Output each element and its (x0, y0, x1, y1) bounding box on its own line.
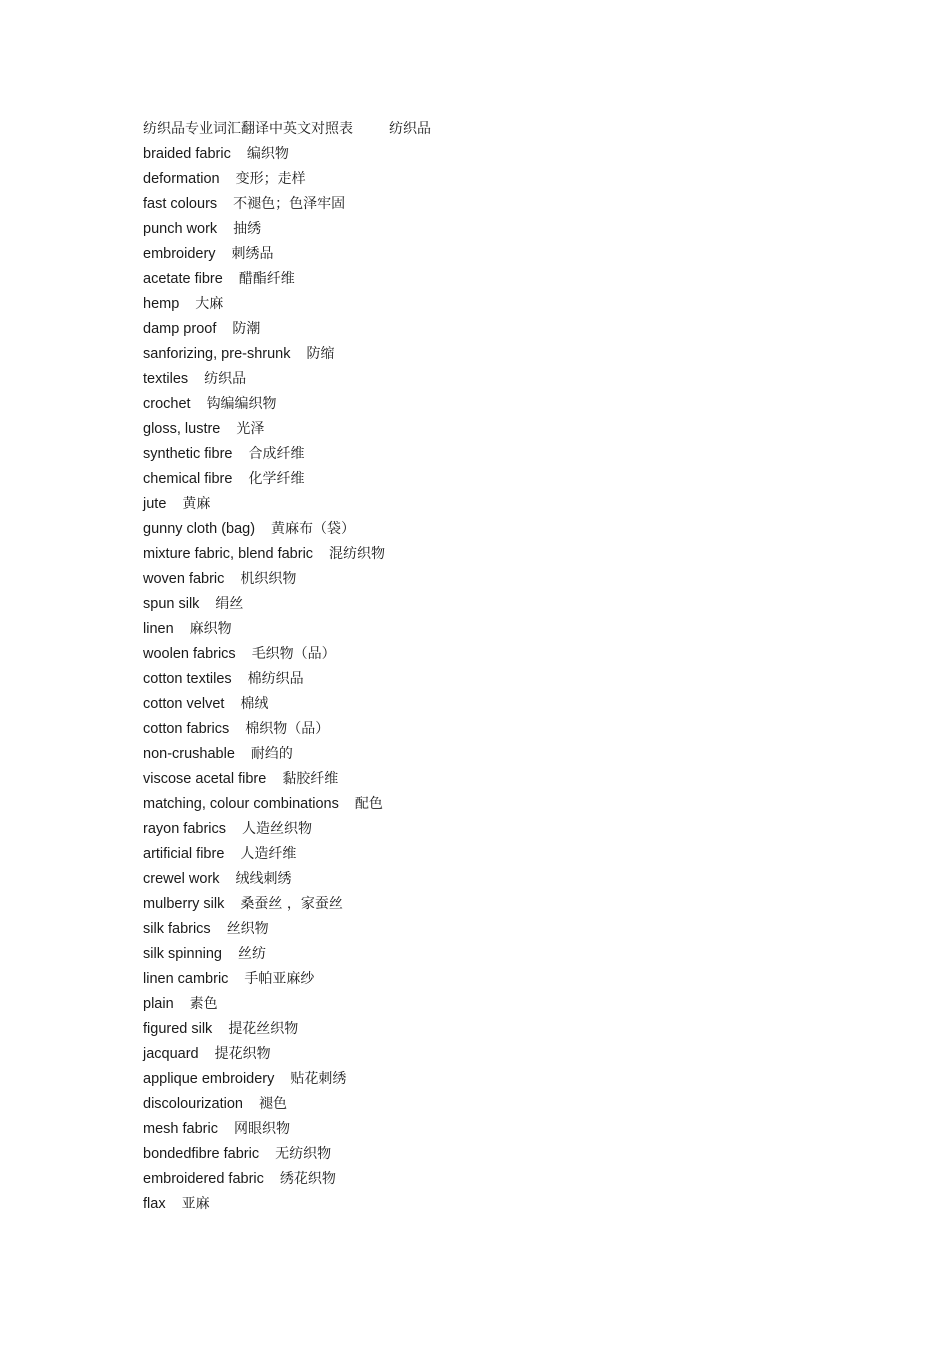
english-term: matching, colour combinations (143, 796, 339, 812)
chinese-term: 黄麻 (182, 496, 211, 512)
chinese-term: 棉纺织品 (247, 671, 304, 687)
chinese-term: 棉织物（品） (245, 721, 330, 737)
chinese-term: 人造纤维 (240, 846, 297, 862)
chinese-term: 抽绣 (233, 221, 262, 237)
chinese-term: 醋酯纤维 (238, 271, 295, 287)
chinese-term: 不褪色；色泽牢固 (233, 196, 346, 212)
glossary-entry (143, 917, 863, 942)
english-term: non-crushable (143, 746, 235, 762)
english-term: crochet (143, 396, 191, 412)
glossary-entry (143, 442, 863, 467)
glossary-entry (143, 1017, 863, 1042)
glossary-entry (143, 667, 863, 692)
english-term: fast colours (143, 196, 218, 212)
english-term: flax (143, 1196, 166, 1212)
chinese-term: 化学纤维 (248, 471, 305, 487)
english-term: punch work (143, 221, 218, 237)
glossary-entry (143, 242, 863, 267)
english-term: jute (143, 496, 167, 512)
glossary-entry (143, 1067, 863, 1092)
chinese-term: 合成纤维 (248, 446, 305, 462)
glossary-entry (143, 467, 863, 492)
glossary-entry (143, 217, 863, 242)
english-term: jacquard (143, 1046, 199, 1062)
chinese-term: 机织织物 (240, 571, 297, 587)
glossary-entry (143, 742, 863, 767)
chinese-term: 刺绣品 (231, 246, 274, 262)
chinese-term: 褪色 (258, 1096, 287, 1112)
glossary-entry (143, 1142, 863, 1167)
english-term: mixture fabric, blend fabric (143, 546, 314, 562)
chinese-term: 大麻 (195, 296, 224, 312)
chinese-term: 钩编编织物 (206, 396, 277, 412)
english-term: figured silk (143, 1021, 213, 1037)
glossary-entry (143, 842, 863, 867)
glossary-entry (143, 292, 863, 317)
english-term: bondedfibre fabric (143, 1146, 260, 1162)
english-term: rayon fabrics (143, 821, 227, 837)
glossary-entry (143, 392, 863, 417)
english-term: cotton velvet (143, 696, 225, 712)
english-term: gunny cloth (bag) (143, 521, 256, 537)
chinese-term: 毛织物（品） (251, 646, 336, 662)
chinese-term: 亚麻 (181, 1196, 210, 1212)
glossary-entry (143, 267, 863, 292)
chinese-term: 绢丝 (215, 596, 244, 612)
document-title (143, 117, 863, 142)
english-term: cotton fabrics (143, 721, 230, 737)
glossary-entry (143, 1042, 863, 1067)
glossary-entry (143, 617, 863, 642)
glossary-entry (143, 567, 863, 592)
glossary-entry (143, 792, 863, 817)
glossary-entry (143, 767, 863, 792)
english-term: discolourization (143, 1096, 243, 1112)
glossary-entry (143, 1192, 863, 1217)
english-term: mulberry silk (143, 896, 225, 912)
glossary-entry (143, 542, 863, 567)
english-term: braided fabric (143, 146, 231, 162)
glossary-entry (143, 692, 863, 717)
chinese-term: 提花织物 (214, 1046, 271, 1062)
english-term: embroidery (143, 246, 216, 262)
glossary-entry (143, 1092, 863, 1117)
glossary-entry (143, 192, 863, 217)
english-term: linen cambric (143, 971, 229, 987)
glossary-entry (143, 642, 863, 667)
glossary-entry (143, 517, 863, 542)
english-term: applique embroidery (143, 1071, 275, 1087)
title-suffix: 纺织品 (389, 121, 431, 137)
chinese-term: 光泽 (236, 421, 265, 437)
english-term: embroidered fabric (143, 1171, 264, 1187)
chinese-term: 绣花织物 (279, 1171, 336, 1187)
chinese-term: 黄麻布（袋） (271, 521, 356, 537)
chinese-term: 编织物 (246, 146, 289, 162)
chinese-term: 无纺织物 (275, 1146, 332, 1162)
english-term: damp proof (143, 321, 217, 337)
glossary-entry (143, 942, 863, 967)
english-term: gloss, lustre (143, 421, 221, 437)
glossary-content (143, 117, 863, 1217)
english-term: crewel work (143, 871, 220, 887)
english-term: artificial fibre (143, 846, 225, 862)
glossary-entry (143, 967, 863, 992)
chinese-term: 丝纺 (238, 946, 266, 962)
english-term: silk spinning (143, 946, 222, 962)
chinese-term: 变形；走样 (235, 171, 306, 187)
english-term: woolen fabrics (143, 646, 236, 662)
glossary-entry (143, 717, 863, 742)
chinese-term: 网眼织物 (233, 1121, 290, 1137)
chinese-term: 棉绒 (240, 696, 269, 712)
glossary-entry (143, 367, 863, 392)
glossary-entry (143, 142, 863, 167)
english-term: cotton textiles (143, 671, 232, 687)
chinese-term: 麻织物 (189, 621, 232, 637)
english-term: deformation (143, 171, 220, 187)
chinese-term: 纺织品 (204, 371, 247, 387)
english-term: sanforizing, pre-shrunk (143, 346, 291, 362)
glossary-entry (143, 992, 863, 1017)
english-term: linen (143, 621, 174, 637)
english-term: silk fabrics (143, 921, 211, 937)
glossary-entry (143, 892, 863, 917)
english-term: textiles (143, 371, 189, 387)
chinese-term: 耐绉的 (250, 746, 293, 762)
chinese-term: 手帕亚麻纱 (244, 971, 315, 987)
glossary-entry (143, 417, 863, 442)
chinese-term: 配色 (354, 796, 383, 812)
english-term: synthetic fibre (143, 446, 233, 462)
glossary-entry (143, 342, 863, 367)
chinese-term: 防潮 (232, 321, 261, 337)
glossary-entry (143, 592, 863, 617)
chinese-term: 混纺织物 (329, 546, 386, 562)
glossary-entry (143, 817, 863, 842)
title-text: 纺织品专业词汇翻译中英文对照表 (143, 121, 353, 137)
glossary-entry (143, 492, 863, 517)
english-term: woven fabric (143, 571, 225, 587)
english-term: acetate fibre (143, 271, 223, 287)
english-term: viscose acetal fibre (143, 771, 267, 787)
chinese-term: 丝织物 (226, 921, 269, 937)
glossary-entry (143, 867, 863, 892)
glossary-entry (143, 317, 863, 342)
glossary-entries (143, 142, 863, 1217)
glossary-entry (143, 167, 863, 192)
chinese-term: 素色 (189, 996, 218, 1012)
chinese-term: 绒线刺绣 (235, 871, 292, 887)
chinese-term: 黏胶纤维 (282, 771, 339, 787)
chinese-term: 人造丝织物 (242, 821, 313, 837)
glossary-entry (143, 1117, 863, 1142)
english-term: spun silk (143, 596, 200, 612)
english-term: chemical fibre (143, 471, 233, 487)
english-term: mesh fabric (143, 1121, 218, 1137)
glossary-entry (143, 1167, 863, 1192)
chinese-term: 贴花刺绣 (290, 1071, 347, 1087)
chinese-term: 防缩 (306, 346, 335, 362)
english-term: plain (143, 996, 174, 1012)
chinese-term: 桑蚕丝 ，家蚕丝 (240, 896, 343, 912)
chinese-term: 提花丝织物 (228, 1021, 299, 1037)
english-term: hemp (143, 296, 180, 312)
